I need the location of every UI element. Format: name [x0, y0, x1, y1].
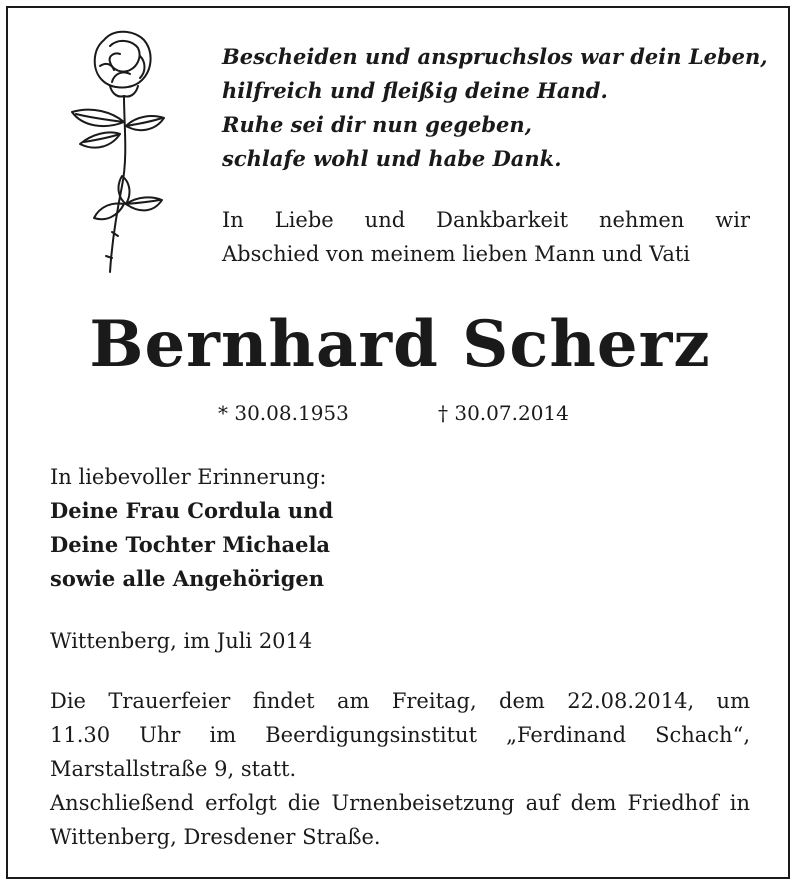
service-line: Wittenberg, Dresdener Straße.: [50, 825, 381, 849]
poem-verse: [222, 40, 768, 176]
death-date: † 30.07.2014: [438, 401, 569, 425]
deceased-name: Bernhard Scherz: [89, 307, 711, 382]
service-line: Die Trauerfeier findet am Freitag, dem 22.08.2014, um: [50, 689, 750, 713]
service-line: 11.30 Uhr im Beerdigungsinstitut „Ferdinand Schach“,: [50, 723, 750, 747]
poem-line: hilfreich und fleißig deine Hand.: [222, 78, 608, 103]
mourner-line: sowie alle Angehörigen: [50, 566, 325, 591]
mourner-line: Deine Tochter Michaela: [50, 532, 331, 557]
memory-heading: In liebevoller Erinnerung:: [50, 465, 327, 489]
service-line: Marstallstraße 9, statt.: [50, 757, 297, 781]
rose-icon: [52, 26, 170, 276]
poem-line: schlafe wohl und habe Dank.: [222, 146, 562, 171]
intro-line: In Liebe und Dankbarkeit nehmen wir: [222, 208, 750, 232]
place-and-date: Wittenberg, im Juli 2014: [50, 629, 313, 653]
funeral-service-info: [50, 684, 750, 854]
farewell-intro: [222, 203, 750, 271]
poem-line: Ruhe sei dir nun gegeben,: [222, 112, 532, 137]
service-line: Anschließend erfolgt die Urnenbeisetzung auf dem Friedhof in: [50, 791, 750, 815]
poem-line: Bescheiden und anspruchslos war dein Leben,: [222, 44, 768, 69]
intro-line: Abschied von meinem lieben Mann und Vati: [222, 242, 690, 266]
birth-date: * 30.08.1953: [218, 401, 349, 425]
mourner-line: Deine Frau Cordula und: [50, 498, 334, 523]
mourners-block: [50, 460, 333, 596]
